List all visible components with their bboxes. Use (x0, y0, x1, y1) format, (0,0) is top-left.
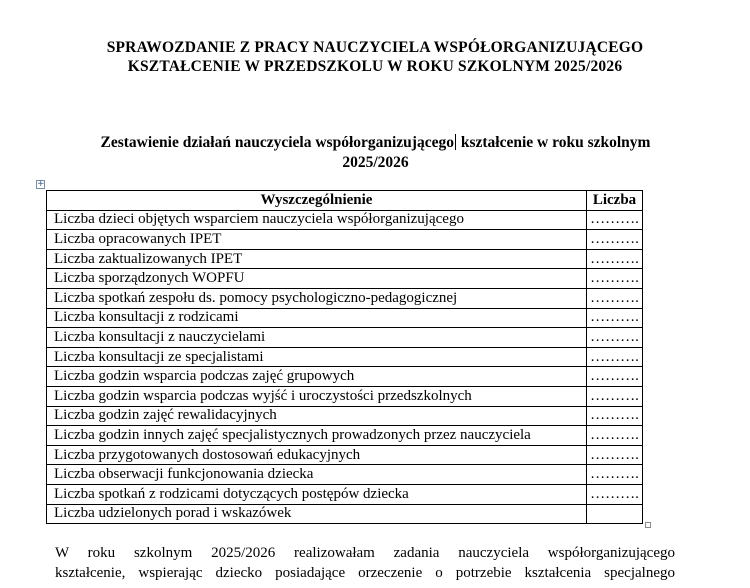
row-label[interactable]: Liczba spotkań z rodzicami dotyczących postępów dziecka (47, 484, 587, 504)
table-move-handle-icon[interactable]: + (37, 179, 45, 189)
row-label[interactable]: Liczba godzin wsparcia podczas wyjść i uroczystości przedszkolnych (47, 386, 587, 406)
row-label[interactable]: Liczba konsultacji ze specjalistami (47, 347, 587, 367)
section-heading-line-1 (48, 133, 703, 153)
row-count[interactable]: ………. (587, 386, 643, 406)
row-label[interactable]: Liczba godzin wsparcia podczas zajęć grupowych (47, 367, 587, 387)
table-row (47, 504, 643, 524)
row-label[interactable]: Liczba sporządzonych WOPFU (47, 269, 587, 289)
table-header-row (47, 191, 643, 211)
table-row (47, 230, 643, 250)
row-count[interactable]: ………. (587, 328, 643, 348)
row-count[interactable]: ………. (587, 288, 643, 308)
table-row (47, 288, 643, 308)
row-label[interactable]: Liczba konsultacji z nauczycielami (47, 328, 587, 348)
row-label[interactable]: Liczba zaktualizowanych IPET (47, 249, 587, 269)
table-row (47, 367, 643, 387)
header-description: Wyszczególnienie (47, 191, 587, 211)
row-count[interactable]: ………. (587, 426, 643, 446)
title-line-1: SPRAWOZDANIE Z PRACY NAUCZYCIELA WSPÓŁORGANIZUJĄCEGO (106, 39, 644, 56)
row-count[interactable]: ………. (587, 445, 643, 465)
table-row (47, 249, 643, 269)
row-count[interactable]: ………. (587, 210, 643, 230)
row-label[interactable]: Liczba dzieci objętych wsparciem nauczyciela współorganizującego (47, 210, 587, 230)
row-count[interactable]: ………. (587, 406, 643, 426)
section-heading-part-1: Zestawienie działań nauczyciela współorganizującego (100, 134, 454, 151)
table-row (47, 328, 643, 348)
row-label[interactable]: Liczba przygotowanych dostosowań edukacyjnych (47, 445, 587, 465)
activities-table (46, 190, 643, 524)
row-label[interactable]: Liczba spotkań zespołu ds. pomocy psychologiczno-pedagogicznej (47, 288, 587, 308)
title-line-2: KSZTAŁCENIE W PRZEDSZKOLU W ROKU SZKOLNYM 2025/2026 (127, 58, 623, 75)
paragraph-line-1: W roku szkolnym 2025/2026 realizowałam zadania nauczyciela współorganizującego (55, 545, 675, 561)
row-label[interactable]: Liczba godzin zajęć rewalidacyjnych (47, 406, 587, 426)
row-count[interactable]: ………. (587, 230, 643, 250)
row-count[interactable]: ………. (587, 269, 643, 289)
paragraph-line-2: kształcenie, wspierając dziecko posiadające orzeczenie o potrzebie kształcenia specjalnego (55, 565, 675, 581)
table-row (47, 269, 643, 289)
row-count[interactable]: ………. (587, 367, 643, 387)
row-label[interactable]: Liczba godzin innych zajęć specjalistycznych prowadzonych przez nauczyciela (47, 426, 587, 446)
row-label[interactable]: Liczba opracowanych IPET (47, 230, 587, 250)
section-heading (48, 133, 703, 173)
row-count[interactable]: ………. (587, 347, 643, 367)
row-count[interactable]: ………. (587, 465, 643, 485)
row-label[interactable]: Liczba udzielonych porad i wskazówek (47, 504, 587, 524)
table-row (47, 465, 643, 485)
table-row (47, 386, 643, 406)
table-row (47, 210, 643, 230)
header-count: Liczba (587, 191, 643, 211)
section-heading-part-2: kształcenie w roku szkolnym (456, 134, 651, 151)
table-row (47, 347, 643, 367)
table-row (47, 308, 643, 328)
section-heading-line-2: 2025/2026 (342, 154, 409, 171)
row-count[interactable]: ………. (587, 308, 643, 328)
table-row (47, 406, 643, 426)
report-paragraph (55, 543, 675, 583)
text-cursor (455, 134, 456, 150)
table-resize-handle[interactable] (645, 522, 651, 528)
document-title (0, 38, 750, 76)
table-row (47, 426, 643, 446)
table-row (47, 445, 643, 465)
table-row (47, 484, 643, 504)
row-label[interactable]: Liczba konsultacji z rodzicami (47, 308, 587, 328)
row-count[interactable]: ………. (587, 484, 643, 504)
row-count[interactable]: ………. (587, 249, 643, 269)
row-label[interactable]: Liczba obserwacji funkcjonowania dziecka (47, 465, 587, 485)
row-count[interactable] (587, 504, 643, 524)
